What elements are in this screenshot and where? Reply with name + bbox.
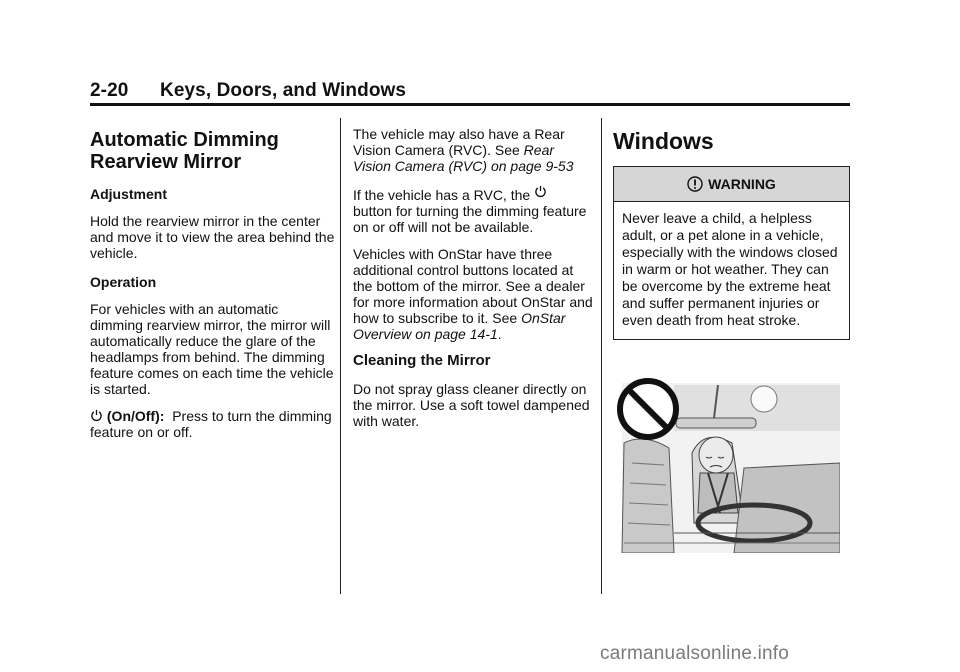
column-divider bbox=[601, 118, 602, 594]
column-1 bbox=[90, 110, 335, 440]
power-icon bbox=[90, 409, 103, 422]
warning-title: WARNING bbox=[708, 176, 776, 192]
page-number: 2-20 bbox=[90, 80, 129, 101]
cleaning-text: Do not spray glass cleaner directly on the mirror. Use a soft towel dampened with water. bbox=[353, 381, 590, 429]
warning-box bbox=[613, 166, 850, 340]
onstar-paragraph bbox=[353, 246, 593, 342]
onstar-end: . bbox=[497, 326, 502, 342]
onoff-paragraph bbox=[90, 408, 335, 440]
rvc-reference: Rear Vision Camera (RVC) on page 9-53 bbox=[353, 142, 574, 174]
onoff-text: Press to turn the dimming feature on or off. bbox=[90, 408, 332, 440]
rvc-button-text-b: button for turning the dimming feature on or off will not be available. bbox=[353, 203, 587, 235]
header-rule bbox=[90, 103, 850, 106]
onstar-reference: OnStar Overview on page 14-1 bbox=[353, 310, 566, 342]
rvc-button-text-a: If the vehicle has a RVC, the bbox=[353, 187, 535, 203]
onoff-label: (On/Off): bbox=[106, 408, 165, 424]
column-3 bbox=[613, 110, 853, 340]
heading-cleaning: Cleaning the Mirror bbox=[353, 352, 491, 369]
column-divider bbox=[340, 118, 341, 594]
warning-icon bbox=[687, 176, 703, 192]
subheading-operation: Operation bbox=[90, 274, 157, 290]
power-icon bbox=[534, 185, 547, 198]
warning-header bbox=[614, 167, 849, 202]
rvc-paragraph bbox=[353, 126, 593, 174]
heading-mirror: Automatic Dimming Rearview Mirror bbox=[90, 129, 279, 173]
warning-text: Never leave a child, a helpless adult, or a pet alone in a vehicle, especially with the windows closed in warm or hot weather. They can be overcome by the extreme heat and suffer permanent injuries or even death from heat stroke. bbox=[622, 210, 838, 328]
column-2 bbox=[353, 126, 593, 429]
watermark: carmanualsonline.info bbox=[600, 643, 790, 664]
subheading-adjustment: Adjustment bbox=[90, 186, 167, 202]
child-in-car-illustration bbox=[614, 373, 840, 553]
adjustment-text: Hold the rearview mirror in the center and move it to view the area behind the vehicle. bbox=[90, 213, 335, 261]
operation-text: For vehicles with an automatic dimming rearview mirror, the mirror will automatically reduce the glare of the headlamps from behind. The dimming feature comes on each time the vehicle is started. bbox=[90, 301, 334, 397]
section-title: Keys, Doors, and Windows bbox=[160, 80, 407, 101]
onstar-text: Vehicles with OnStar have three additional control buttons located at the bottom of the mirror. See a dealer for more information about OnStar and how to subscribe to it. See bbox=[353, 246, 593, 326]
prohibition-icon bbox=[620, 381, 676, 437]
rvc-text: The vehicle may also have a Rear Vision Camera (RVC). See bbox=[353, 126, 565, 158]
heading-windows: Windows bbox=[613, 128, 714, 154]
rvc-button-paragraph bbox=[353, 185, 593, 235]
